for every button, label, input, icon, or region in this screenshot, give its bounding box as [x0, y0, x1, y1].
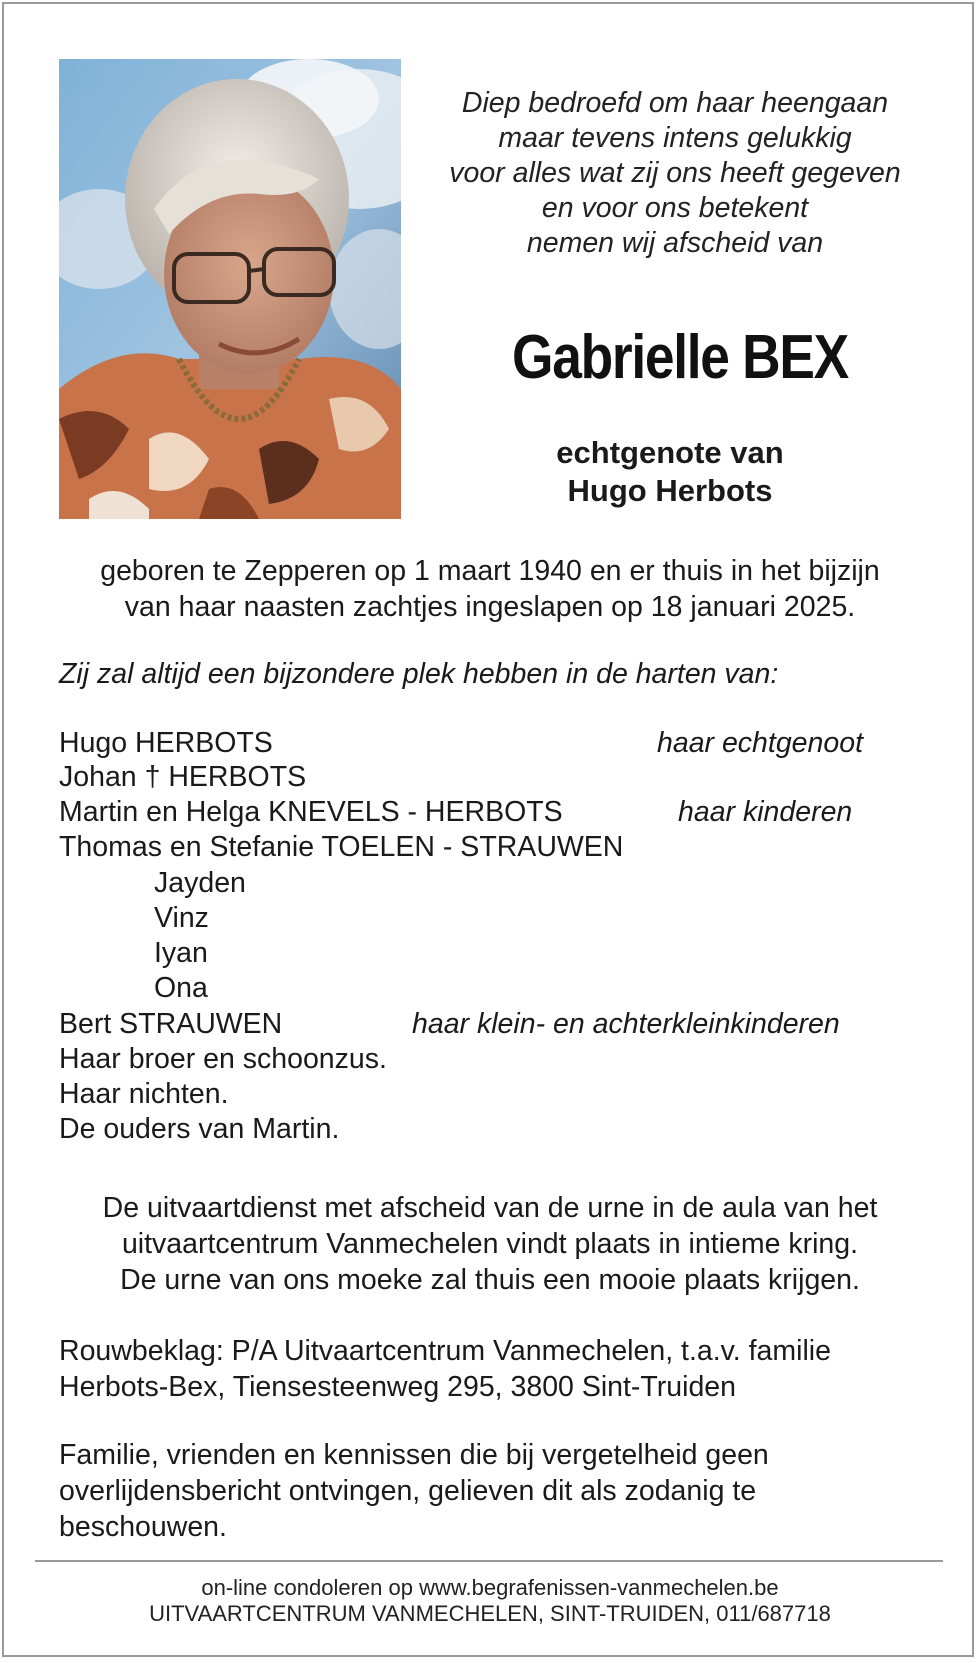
- notice-line: Familie, vrienden en kennissen die bij vergetelheid geen: [59, 1439, 769, 1471]
- grandchild: Vinz: [154, 902, 209, 934]
- birth-line: geboren te Zepperen op 1 maart 1940 en er thuis in het bijzijn: [100, 555, 880, 587]
- death-line: van haar naasten zachtjes ingeslapen op 18 januari 2025.: [124, 591, 856, 623]
- family-member: De ouders van Martin.: [59, 1113, 340, 1145]
- notice-text: [59, 1437, 939, 1545]
- birth-death-text: [40, 553, 940, 625]
- deceased-name: Gabrielle BEX: [512, 323, 848, 392]
- footer: [0, 1575, 980, 1627]
- notice-line: overlijdensbericht ontvingen, gelieven dit als zodanig te: [59, 1475, 757, 1507]
- footer-divider: [35, 1560, 943, 1562]
- grandchild: Jayden: [154, 867, 246, 899]
- spouse-name: Hugo Herbots: [567, 473, 773, 508]
- footer-website-line: on-line condoleren op www.begrafenissen-vanmechelen.be: [201, 1575, 779, 1600]
- service-line: De uitvaartdienst met afscheid van de urne in de aula van het: [102, 1192, 878, 1224]
- poem-line: maar tevens intens gelukkig: [498, 122, 852, 154]
- footer-contact-line: UITVAARTCENTRUM VANMECHELEN, SINT-TRUIDEN, 011/687718: [149, 1601, 831, 1626]
- condolence-address: [59, 1333, 939, 1405]
- family-member: Johan † HERBOTS: [59, 761, 307, 793]
- role-grandchildren: haar klein- en achterkleinkinderen: [412, 1008, 840, 1040]
- family-intro: Zij zal altijd een bijzondere plek hebben in de harten van:: [59, 658, 779, 690]
- poem-line: Diep bedroefd om haar heengaan: [461, 87, 889, 119]
- poem-line: en voor ons betekent: [541, 192, 809, 224]
- family-member: Bert STRAUWEN: [59, 1008, 283, 1040]
- service-line: uitvaartcentrum Vanmechelen vindt plaats in intieme kring.: [121, 1228, 859, 1260]
- spouse-relation: echtgenote van: [556, 435, 784, 470]
- grandchild: Ona: [154, 972, 208, 1004]
- role-children: haar kinderen: [678, 796, 853, 828]
- poem-line: voor alles wat zij ons heeft gegeven: [449, 157, 901, 189]
- funeral-service-text: [40, 1190, 940, 1298]
- family-member: Martin en Helga KNEVELS - HERBOTS: [59, 796, 563, 828]
- address-line: Herbots-Bex, Tiensesteenweg 295, 3800 Sint-Truiden: [59, 1371, 737, 1403]
- notice-line: beschouwen.: [59, 1511, 227, 1543]
- portrait-photo: [59, 59, 401, 519]
- family-member: Hugo HERBOTS: [59, 727, 273, 759]
- opening-poem: [420, 86, 930, 261]
- family-member: Haar nichten.: [59, 1078, 229, 1110]
- spouse-block: [420, 434, 920, 510]
- family-member: Haar broer en schoonzus.: [59, 1043, 387, 1075]
- family-member: Thomas en Stefanie TOELEN - STRAUWEN: [59, 831, 624, 863]
- service-line: De urne van ons moeke zal thuis een mooie plaats krijgen.: [120, 1264, 860, 1296]
- poem-line: nemen wij afscheid van: [526, 227, 824, 259]
- grandchild: Iyan: [154, 937, 208, 969]
- role-spouse: haar echtgenoot: [657, 727, 863, 759]
- address-line: Rouwbeklag: P/A Uitvaartcentrum Vanmechelen, t.a.v. familie: [59, 1335, 831, 1367]
